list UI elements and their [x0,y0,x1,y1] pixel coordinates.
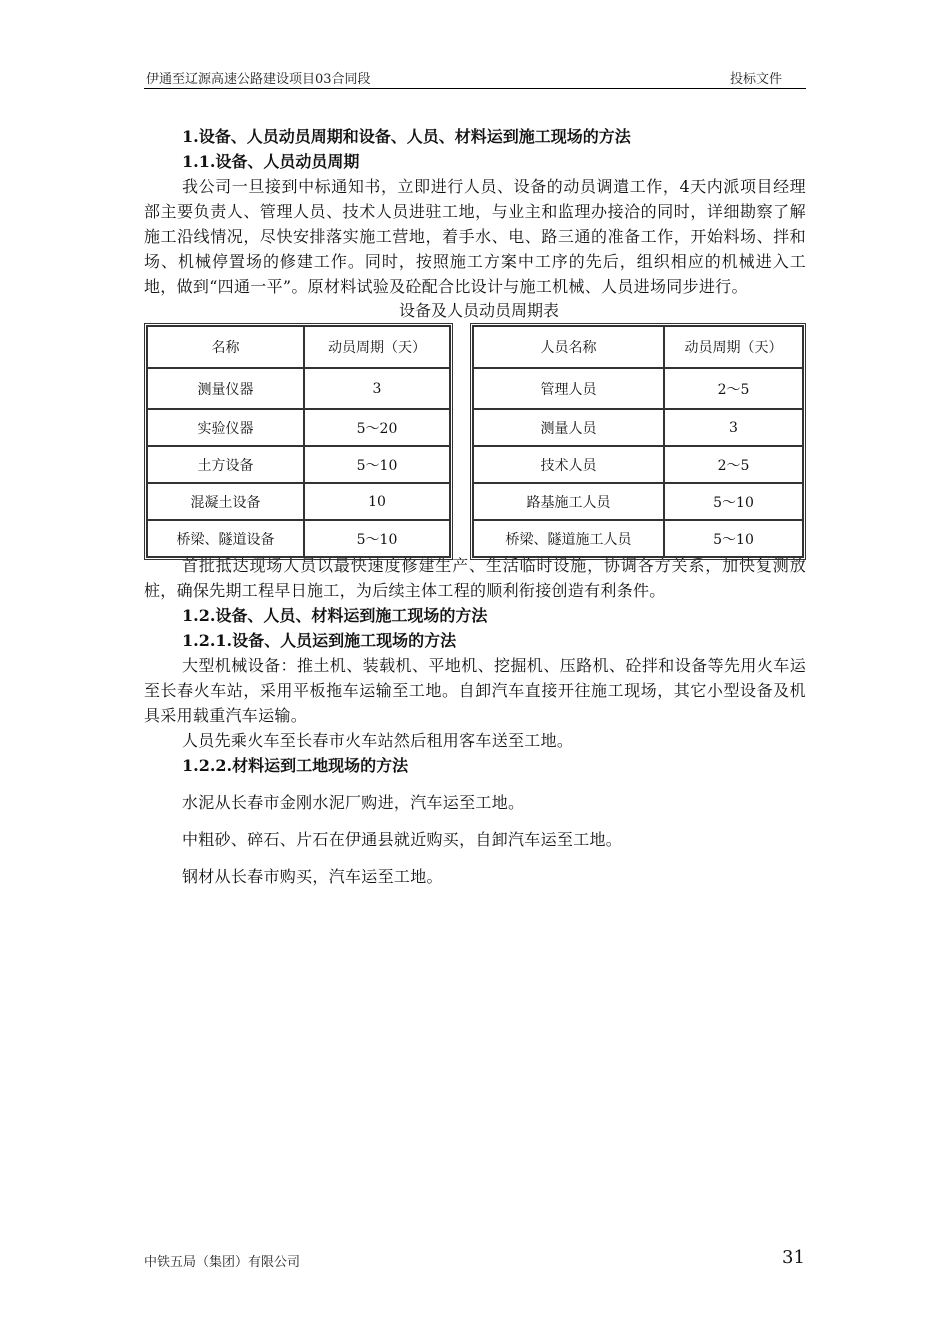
table-row [147,409,450,446]
table-cell: 土方设备 [147,446,304,483]
header-project-name: 伊通至辽源高速公路建设项目03合同段 [146,72,371,87]
paragraph-first-arrivals: 首批抵达现场人员以最快速度修建生产、生活临时设施，协调各方关系，加快复测放桩，确保先期工程早日施工，为后续主体工程的顺利衔接创造有利条件。 [144,556,806,600]
paragraph-mobilization: 我公司一旦接到中标通知书，立即进行人员、设备的动员调遣工作，4天内派项目经理部主要负责人、管理人员、技术人员进驻工地，与业主和监理办接洽的同时，详细勘察了解施工沿线情况，尽快安排落实施工营地，着手水、电、路三通的准备工作，开始料场、拌和场、机械停置场的修建工作。同时，按照施工方案中工序的先后，组织相应的机械进入工地，做到“四通一平”。原材料试验及砼配合比设计与施工机械、人员进场同步进行。 [144,177,806,296]
paragraph-personnel-transport: 人员先乘火车至长春市火车站然后租用客车送至工地。 [182,731,574,750]
table-caption: 设备及人员动员周期表 [398,301,559,320]
heading-1-1: 1.1.设备、人员动员周期 [182,152,360,171]
table-cell: 混凝土设备 [147,483,304,520]
table-row [473,446,803,483]
table-header-cell: 动员周期（天） [664,326,803,368]
paragraph-machinery-transport: 大型机械设备：推土机、装载机、平地机、挖掘机、压路机、砼拌和设备等先用火车运至长春火车站，采用平板拖车运输至工地。自卸汽车直接开往施工现场，其它小型设备及机具采用载重汽车运输。 [144,656,806,725]
table-row [473,520,803,557]
table-row [147,520,450,557]
table-separator [453,327,470,549]
table-cell: 3 [664,409,803,446]
footer-company: 中铁五局（集团）有限公司 [144,1255,301,1270]
heading-1-2-2: 1.2.2.材料运到工地现场的方法 [182,756,409,775]
table-header-row [147,326,450,368]
table-row [473,483,803,520]
table-cell: 5～10 [304,520,450,557]
table-row [473,368,803,409]
table-cell: 技术人员 [473,446,664,483]
table-cell: 路基施工人员 [473,483,664,520]
equipment-table [144,323,453,560]
table-cell: 5～10 [304,446,450,483]
table-cell: 2～5 [664,368,803,409]
table-row [147,368,450,409]
personnel-table [470,323,806,560]
table-header-cell: 人员名称 [473,326,664,368]
table-header-cell: 名称 [147,326,304,368]
mobilization-tables [144,323,806,553]
header-doc-type: 投标文件 [729,72,782,87]
table-row [473,409,803,446]
heading-1: 1.设备、人员动员周期和设备、人员、材料运到施工现场的方法 [182,127,631,146]
page-content [144,124,806,889]
table-cell: 2～5 [664,446,803,483]
heading-1-2: 1.2.设备、人员、材料运到施工现场的方法 [182,606,488,625]
page-header [144,66,806,89]
table-row [147,446,450,483]
table-row [147,483,450,520]
page-number: 31 [782,1247,805,1268]
table-cell: 3 [304,368,450,409]
table-cell: 测量人员 [473,409,664,446]
paragraph-cement: 水泥从长春市金刚水泥厂购进，汽车运至工地。 [182,793,525,812]
table-header-cell: 动员周期（天） [304,326,450,368]
table-cell: 5～20 [304,409,450,446]
table-cell: 桥梁、隧道施工人员 [473,520,664,557]
paragraph-aggregates: 中粗砂、碎石、片石在伊通县就近购买，自卸汽车运至工地。 [182,830,623,849]
table-header-row [473,326,803,368]
heading-1-2-1: 1.2.1.设备、人员运到施工现场的方法 [182,631,457,650]
table-cell: 管理人员 [473,368,664,409]
paragraph-steel: 钢材从长春市购买，汽车运至工地。 [182,867,443,886]
table-cell: 5～10 [664,483,803,520]
table-cell: 5～10 [664,520,803,557]
table-cell: 桥梁、隧道设备 [147,520,304,557]
table-cell: 实验仪器 [147,409,304,446]
table-cell: 10 [304,483,450,520]
table-cell: 测量仪器 [147,368,304,409]
